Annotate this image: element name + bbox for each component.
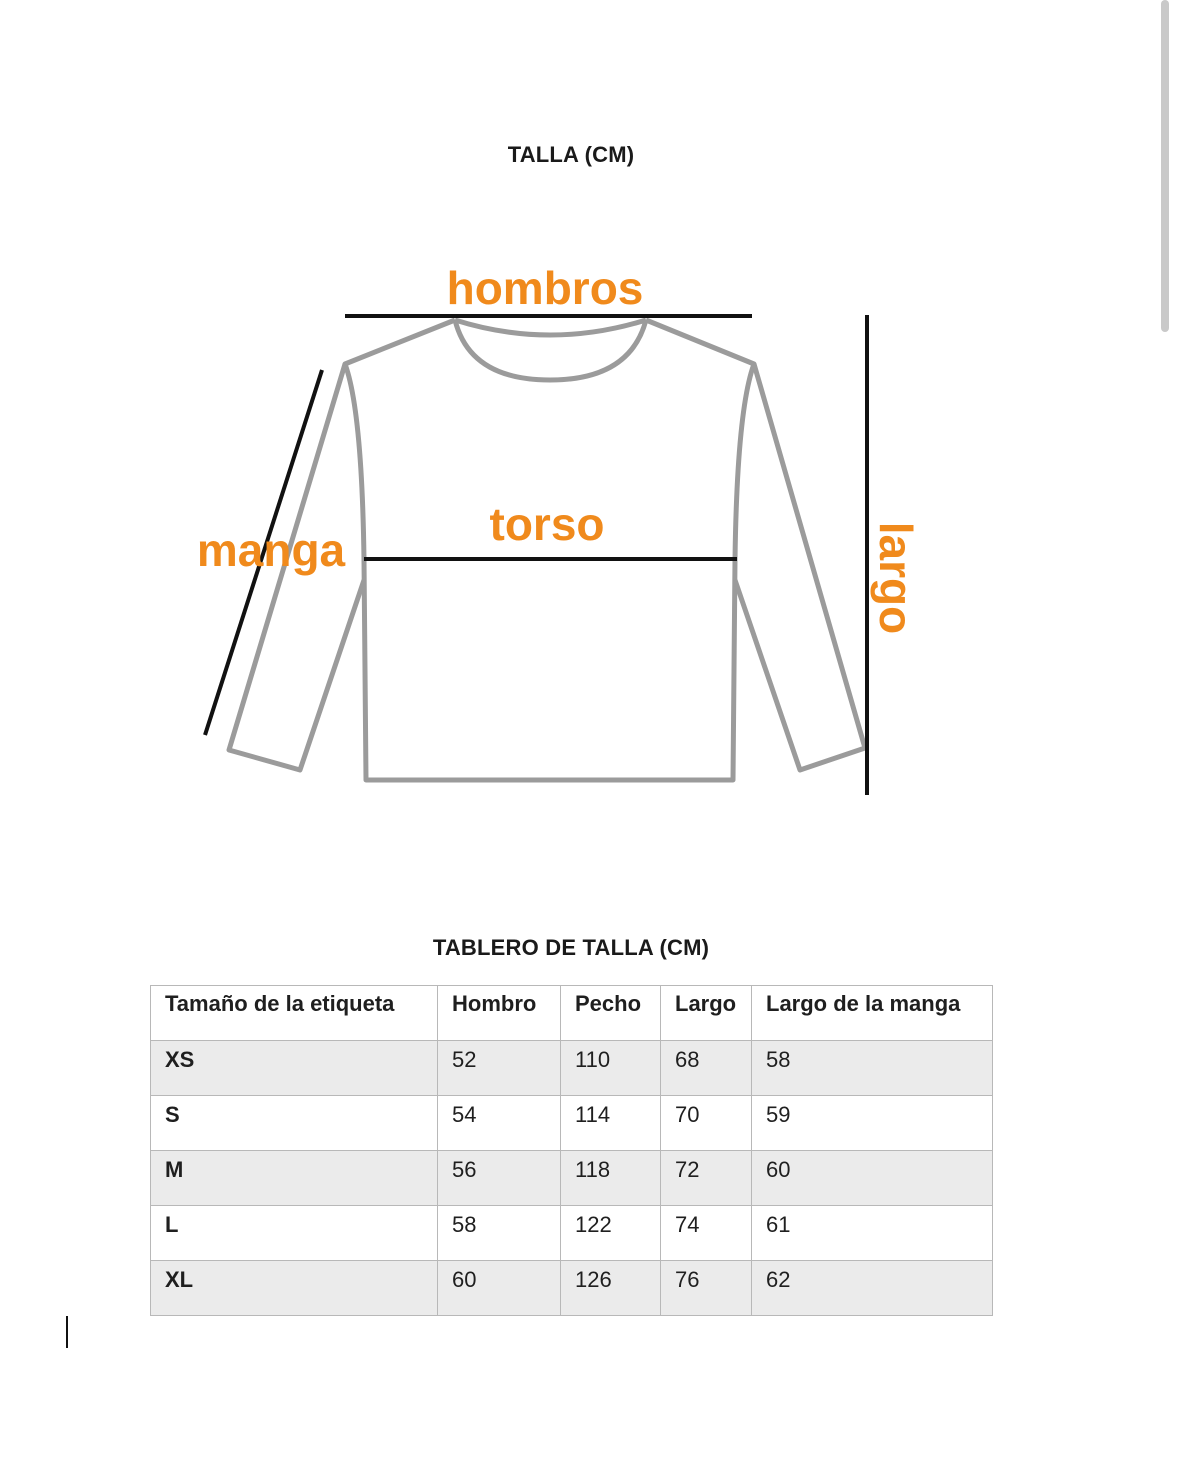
size-label-cell: S [151, 1096, 438, 1151]
chest-cell: 126 [561, 1261, 661, 1316]
chest-cell: 118 [561, 1151, 661, 1206]
table-row [151, 1261, 993, 1316]
table-row [151, 1151, 993, 1206]
sleeve-length-cell: 60 [752, 1151, 993, 1206]
torso-label: torso [489, 498, 605, 550]
shoulders-label: hombros [446, 262, 644, 314]
length-cell: 76 [661, 1261, 752, 1316]
size-chart-table [150, 985, 993, 1316]
size-label-cell: M [151, 1151, 438, 1206]
sleeve-length-cell: 59 [752, 1096, 993, 1151]
header-shoulder: Hombro [438, 986, 561, 1041]
header-length: Largo [661, 986, 752, 1041]
sleeve-length-cell: 58 [752, 1041, 993, 1096]
size-label-cell: XL [151, 1261, 438, 1316]
shoulder-cell: 60 [438, 1261, 561, 1316]
table-row [151, 1096, 993, 1151]
table-row [151, 1206, 993, 1261]
sweater-body-outline [345, 320, 754, 780]
table-row [151, 1041, 993, 1096]
sweater-neckline-inner [455, 320, 646, 335]
shoulder-cell: 54 [438, 1096, 561, 1151]
size-label-cell: XS [151, 1041, 438, 1096]
shoulder-cell: 58 [438, 1206, 561, 1261]
header-chest: Pecho [561, 986, 661, 1041]
length-cell: 70 [661, 1096, 752, 1151]
table-header-row [151, 986, 993, 1041]
page-title: TALLA (CM) [507, 142, 635, 167]
chest-cell: 122 [561, 1206, 661, 1261]
header-sleeve-length: Largo de la manga [752, 986, 993, 1041]
shoulder-cell: 52 [438, 1041, 561, 1096]
table-title: TABLERO DE TALLA (CM) [432, 935, 710, 960]
length-cell: 72 [661, 1151, 752, 1206]
chest-cell: 110 [561, 1041, 661, 1096]
sleeve-length-cell: 62 [752, 1261, 993, 1316]
length-cell: 74 [661, 1206, 752, 1261]
length-cell: 68 [661, 1041, 752, 1096]
sleeve-length-cell: 61 [752, 1206, 993, 1261]
text-cursor[interactable] [66, 1316, 68, 1348]
shoulder-cell: 56 [438, 1151, 561, 1206]
header-size-label: Tamaño de la etiqueta [151, 986, 438, 1041]
vertical-scrollbar[interactable] [1161, 0, 1169, 332]
size-label-cell: L [151, 1206, 438, 1261]
sleeve-label: manga [196, 524, 346, 576]
sweater-right-sleeve [735, 364, 865, 770]
length-label: largo [870, 521, 922, 635]
chest-cell: 114 [561, 1096, 661, 1151]
